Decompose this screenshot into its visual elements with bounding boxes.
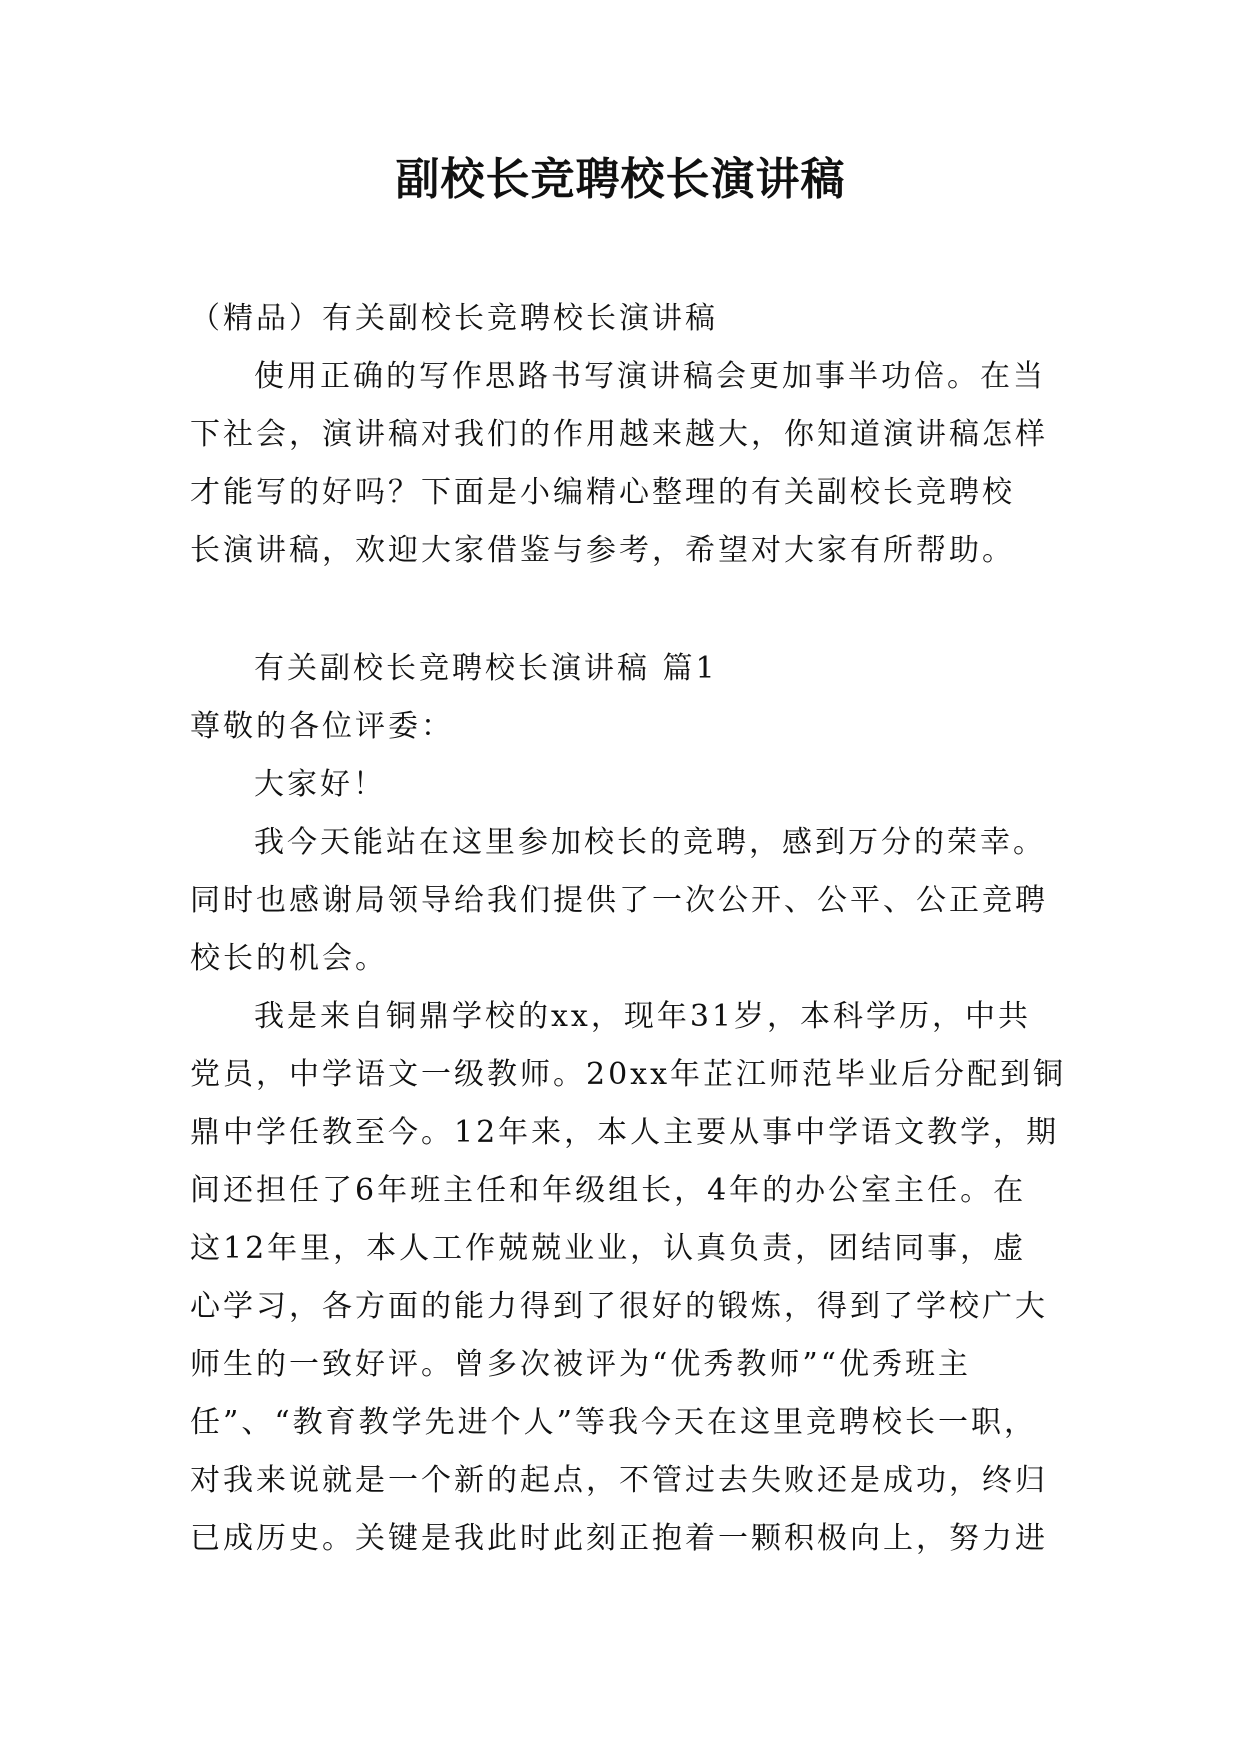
paragraph-line: 心学习，各方面的能力得到了很好的锻炼，得到了学校广大 (190, 1289, 1048, 1324)
greeting: 大家好！ (254, 767, 386, 802)
paragraph-line: 师生的一致好评。曾多次被评为“优秀教师”“优秀班主 (190, 1347, 972, 1382)
document-title: 副校长竞聘校长演讲稿 (395, 154, 846, 205)
paragraph-line: 这12年里，本人工作兢兢业业，认真负责，团结同事，虚 (190, 1231, 1027, 1266)
paragraph-line: 间还担任了6年班主任和年级组长，4年的办公室主任。在 (190, 1173, 1027, 1208)
paragraph-line: 我今天能站在这里参加校长的竞聘，感到万分的荣幸。 (254, 825, 1046, 860)
salutation: 尊敬的各位评委： (190, 709, 454, 744)
document-body (190, 290, 1067, 1568)
section-heading: 有关副校长竞聘校长演讲稿 篇1 (254, 651, 718, 686)
paragraph-line: 对我来说就是一个新的起点，不管过去失败还是成功，终归 (190, 1463, 1048, 1498)
paragraph-line: 已成历史。关键是我此时此刻正抱着一颗积极向上，努力进 (190, 1521, 1048, 1556)
intro-line: 才能写的好吗？下面是小编精心整理的有关副校长竞聘校 (190, 475, 1015, 510)
intro-line: 下社会，演讲稿对我们的作用越来越大，你知道演讲稿怎样 (190, 417, 1048, 452)
paragraph-line: 校长的机会。 (190, 941, 388, 976)
spacer (190, 580, 1050, 640)
paragraph-line: 我是来自铜鼎学校的xx，现年31岁，本科学历，中共 (254, 999, 1032, 1034)
intro-line: 长演讲稿，欢迎大家借鉴与参考，希望对大家有所帮助。 (190, 533, 1015, 568)
paragraph-line: 同时也感谢局领导给我们提供了一次公开、公平、公正竞聘 (190, 883, 1048, 918)
intro-line: 使用正确的写作思路书写演讲稿会更加事半功倍。在当 (254, 359, 1046, 394)
paragraph-line: 党员，中学语文一级教师。20xx年芷江师范毕业后分配到铜 (190, 1057, 1067, 1092)
paragraph-line: 任”、“教育教学先进个人”等我今天在这里竞聘校长一职， (190, 1405, 1038, 1440)
paragraph-line: 鼎中学任教至今。12年来，本人主要从事中学语文教学，期 (190, 1115, 1060, 1150)
subtitle: （精品）有关副校长竞聘校长演讲稿 (190, 301, 718, 336)
